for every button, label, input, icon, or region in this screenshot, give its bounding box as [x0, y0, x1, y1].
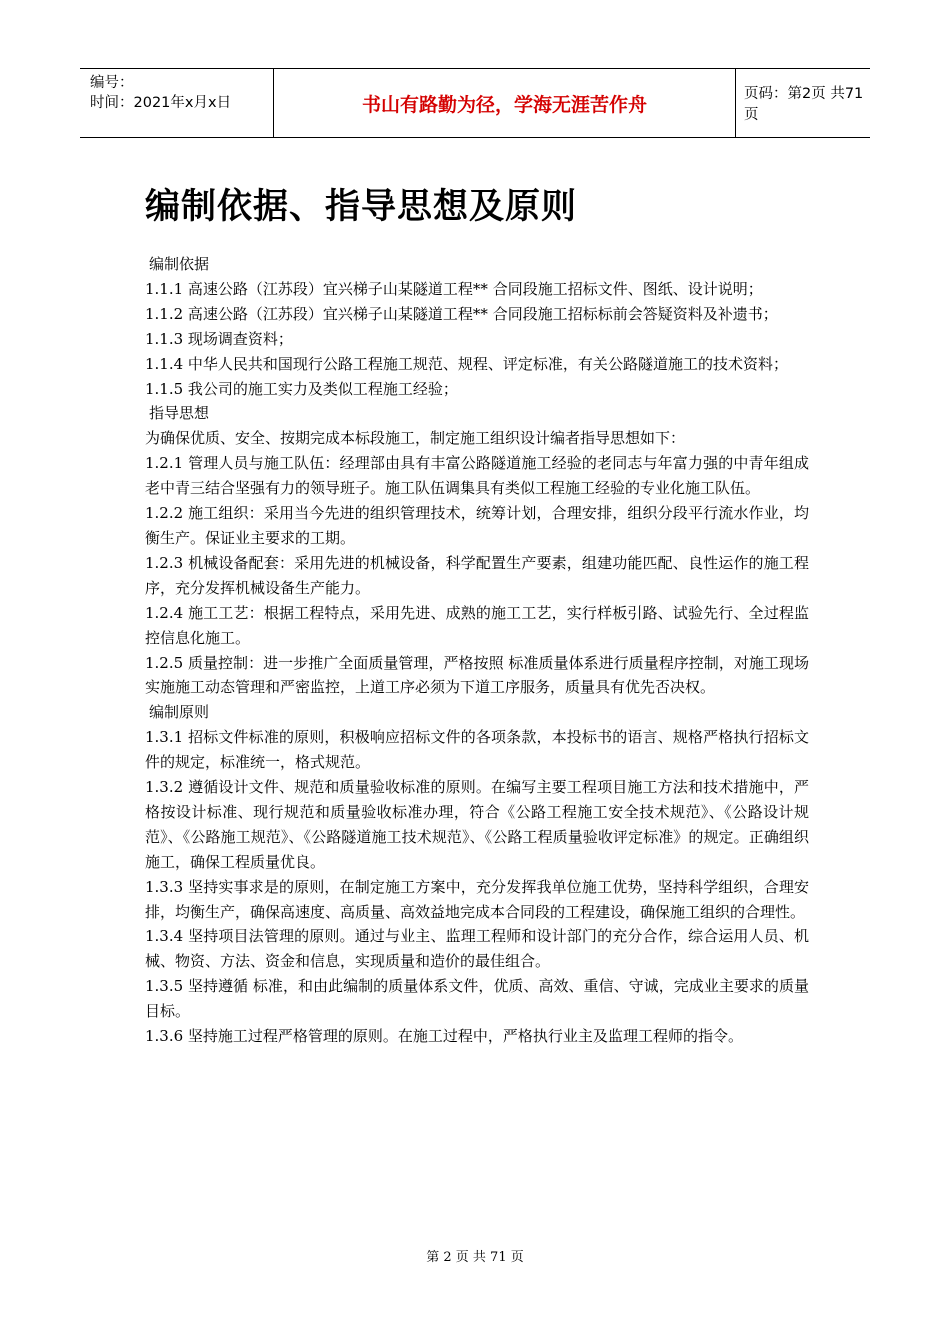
- document-time-label: 时间：2021年x月x日: [90, 95, 232, 111]
- header-meta: [80, 69, 273, 137]
- header-motto: 书山有路勤为径，学海无涯苦作舟: [273, 69, 736, 137]
- body-paragraph: 1.1.2 高速公路（江苏段）宜兴梯子山某隧道工程** 合同段施工招标标前会答疑资料及补遗书；: [145, 304, 778, 323]
- body-paragraph: 1.1.3 现场调查资料；: [145, 329, 293, 348]
- body-paragraph: 1.1.1 高速公路（江苏段）宜兴梯子山某隧道工程** 合同段施工招标文件、图纸、设计说明；: [145, 279, 763, 298]
- section-heading: 编制原则: [149, 703, 210, 722]
- section-heading: 编制依据: [149, 255, 210, 273]
- page-header: [80, 68, 870, 138]
- body-paragraph: 1.2.3 机械设备配套：采用先进的机械设备，科学配置生产要素，组建功能匹配、良性运作的施工程序，充分发挥机械设备生产能力。: [145, 553, 809, 597]
- document-body: [145, 252, 809, 1049]
- body-paragraph: 1.3.2 遵循设计文件、规范和质量验收标准的原则。在编写主要工程项目施工方法和技术措施中，严格按设计标准、现行规范和质量验收标准办理，符合《公路工程施工安全技术规范》、《公路设计规范》、《公路施工规范》、《公路隧道施工技术规范》、《公路工程质量验收评定标准》的规定。正确组织施工，确保工程质量优良。: [145, 778, 809, 871]
- body-paragraph: 为确保优质、安全、按期完成本标段施工，制定施工组织设计编者指导思想如下：: [145, 429, 686, 448]
- body-paragraph: 1.3.1 招标文件标准的原则，积极响应招标文件的各项条款，本投标书的语言、规格严格执行招标文件的规定，标准统一，格式规范。: [145, 728, 809, 772]
- body-paragraph: 1.2.1 管理人员与施工队伍：经理部由具有丰富公路隧道施工经验的老同志与年富力强的中青年组成老中青三结合坚强有力的领导班子。施工队伍调集具有类似工程施工经验的专业化施工队伍。: [145, 454, 809, 498]
- body-paragraph: 1.2.4 施工工艺：根据工程特点，采用先进、成熟的施工工艺，实行样板引路、试验先行、全过程监控信息化施工。: [145, 603, 809, 647]
- section-heading: 指导思想: [149, 404, 210, 423]
- header-page-info: 页码：第2页 共71页: [744, 86, 864, 123]
- body-paragraph: 1.3.3 坚持实事求是的原则，在制定施工方案中，充分发挥我单位施工优势，坚持科学组织，合理安排，均衡生产，确保高速度、高质量、高效益地完成本合同段的工程建设，确保施工组织的合理性。: [145, 877, 809, 921]
- body-paragraph: 1.2.5 质量控制：进一步推广全面质量管理，严格按照 标准质量体系进行质量程序控制，对施工现场实施施工动态管理和严密监控，上道工序必须为下道工序服务，质量具有优先否决权。: [145, 653, 809, 697]
- body-paragraph: 1.2.2 施工组织：采用当今先进的组织管理技术，统筹计划，合理安排，组织分段平行流水作业，均衡生产。保证业主要求的工期。: [145, 504, 809, 547]
- page-footer: 第 2 页 共 71 页: [426, 1250, 524, 1265]
- body-paragraph: 1.1.4 中华人民共和国现行公路工程施工规范、规程、评定标准，有关公路隧道施工的技术资料；: [145, 354, 788, 373]
- body-paragraph: 1.3.6 坚持施工过程严格管理的原则。在施工过程中，严格执行业主及监理工程师的指令。: [145, 1027, 743, 1046]
- body-paragraph: 1.3.5 坚持遵循 标准，和由此编制的质量体系文件，优质、高效、重信、守诚，完成业主要求的质量目标。: [145, 977, 809, 1021]
- document-title: 编制依据、指导思想及原则: [145, 187, 578, 227]
- body-paragraph: 1.3.4 坚持项目法管理的原则。通过与业主、监理工程师和设计部门的充分合作，综合运用人员、机械、物资、方法、资金和信息，实现质量和造价的最佳组合。: [145, 927, 809, 971]
- document-number-label: 编号：: [90, 75, 134, 91]
- body-paragraph: 1.1.5 我公司的施工实力及类似工程施工经验；: [145, 379, 458, 398]
